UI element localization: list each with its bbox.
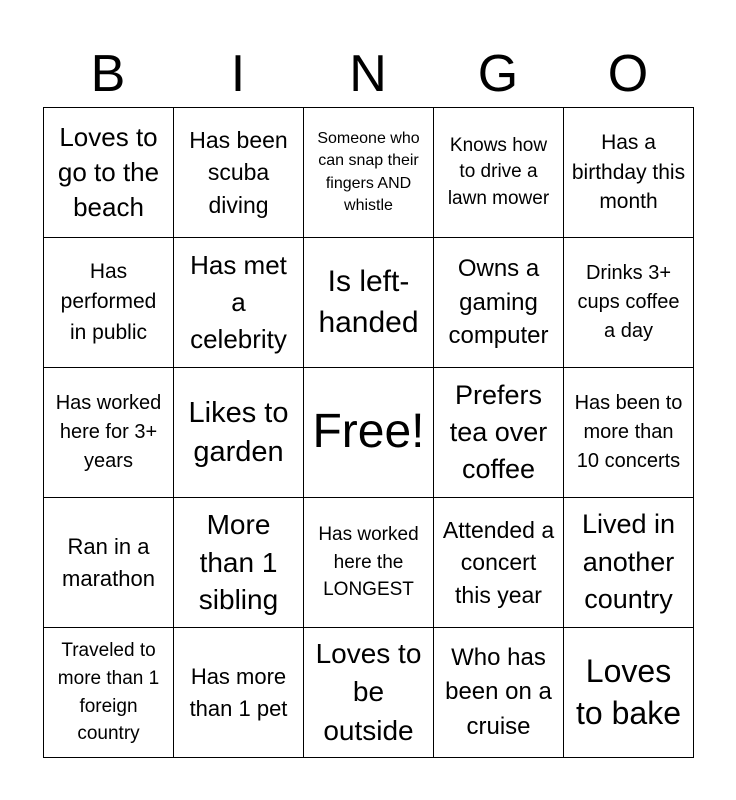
bingo-cell-r5c1[interactable] — [44, 628, 174, 758]
bingo-cell-r5c5[interactable] — [564, 628, 694, 758]
bingo-cell-text: Knows how to drive a lawn mower — [447, 134, 550, 209]
bingo-cell-r5c3[interactable] — [304, 628, 434, 758]
bingo-cell-text: Has been to more than 10 concerts — [574, 392, 683, 472]
bingo-cell-text: Prefers tea over coffee — [449, 379, 548, 485]
bingo-cell-text: Has performed in public — [60, 259, 157, 344]
bingo-cell-free[interactable] — [304, 368, 434, 498]
bingo-cell-r3c1[interactable] — [44, 368, 174, 498]
bingo-cell-r5c4[interactable] — [434, 628, 564, 758]
bingo-cell-text: Has worked here the LONGEST — [318, 524, 419, 601]
bingo-cell-text: More than 1 sibling — [198, 508, 279, 616]
bingo-cell-r2c1[interactable] — [44, 238, 174, 368]
bingo-cell-text: Has more than 1 pet — [189, 663, 288, 721]
bingo-cell-text: Who has been on a cruise — [445, 644, 552, 740]
bingo-cell-r1c5[interactable] — [564, 108, 694, 238]
bingo-cell-r4c1[interactable] — [44, 498, 174, 628]
header-letter-i: I — [230, 45, 246, 103]
bingo-cell-r4c5[interactable] — [564, 498, 694, 628]
bingo-cell-r3c5[interactable] — [564, 368, 694, 498]
bingo-cell-text: Loves to go to the beach — [57, 121, 160, 223]
header-letter-n: N — [349, 45, 387, 103]
bingo-cell-text: Has a birthday this month — [571, 131, 686, 214]
bingo-cell-r1c2[interactable] — [174, 108, 304, 238]
bingo-cell-text: Ran in a marathon — [62, 533, 155, 591]
bingo-cell-r5c2[interactable] — [174, 628, 304, 758]
bingo-cell-r1c1[interactable] — [44, 108, 174, 238]
bingo-cell-text: Lived in another country — [581, 508, 676, 615]
bingo-cell-text: Free! — [312, 405, 425, 459]
header-letter-g: G — [477, 45, 519, 103]
bingo-cell-text: Traveled to more than 1 foreign country — [57, 640, 160, 745]
bingo-cell-r4c4[interactable] — [434, 498, 564, 628]
header-letter-o: O — [607, 45, 649, 103]
bingo-cell-r2c5[interactable] — [564, 238, 694, 368]
bingo-cell-text: Loves to be outside — [315, 637, 422, 746]
bingo-cell-text: Likes to garden — [188, 397, 289, 468]
bingo-cell-r1c3[interactable] — [304, 108, 434, 238]
header-letter-b: B — [90, 45, 126, 103]
bingo-cell-text: Has met a celebrity — [190, 250, 287, 354]
bingo-cell-text: Is left-handed — [318, 265, 419, 339]
bingo-cell-r3c2[interactable] — [174, 368, 304, 498]
bingo-header — [43, 40, 693, 108]
bingo-cell-text: Drinks 3+ cups coffee a day — [577, 262, 680, 342]
bingo-cell-r1c4[interactable] — [434, 108, 564, 238]
bingo-cell-text: Someone who can snap their fingers AND whistle — [317, 129, 420, 214]
bingo-cell-text: Has worked here for 3+ years — [55, 392, 162, 472]
bingo-cell-r2c3[interactable] — [304, 238, 434, 368]
bingo-cell-r4c2[interactable] — [174, 498, 304, 628]
bingo-cell-text: Loves to bake — [576, 652, 681, 731]
bingo-cell-r3c4[interactable] — [434, 368, 564, 498]
bingo-cell-r4c3[interactable] — [304, 498, 434, 628]
bingo-cell-text: Owns a gaming computer — [448, 255, 549, 350]
bingo-cell-r2c2[interactable] — [174, 238, 304, 368]
bingo-cell-text: Has been scuba diving — [189, 127, 288, 218]
bingo-grid — [43, 107, 694, 758]
bingo-cell-text: Attended a concert this year — [442, 516, 555, 608]
bingo-cell-r2c4[interactable] — [434, 238, 564, 368]
